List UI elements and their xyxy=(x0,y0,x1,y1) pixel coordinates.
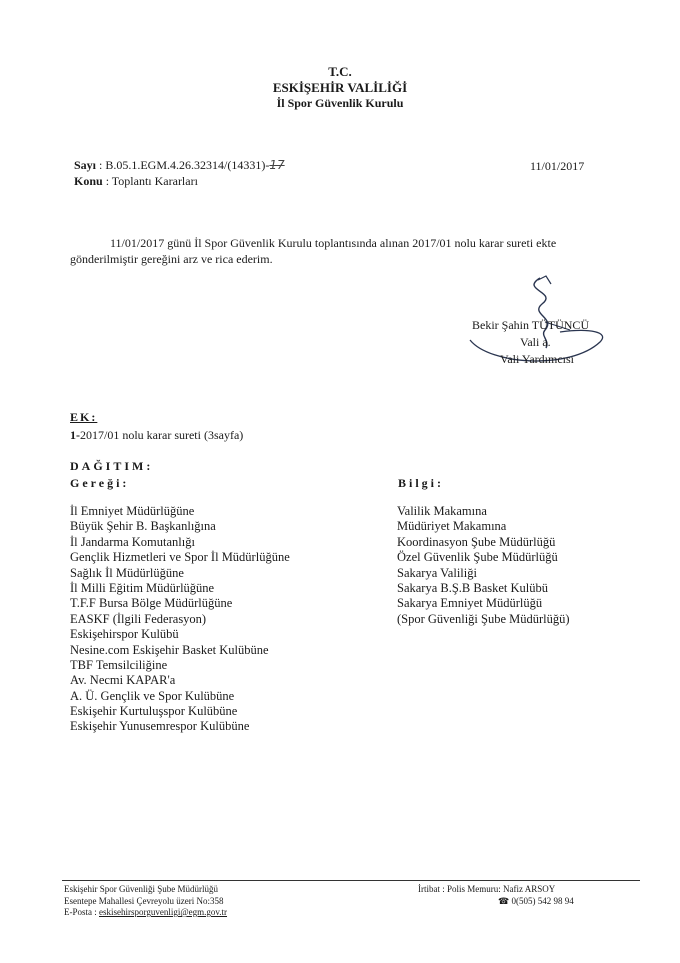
list-item: Müdüriyet Makamına xyxy=(397,519,507,534)
list-item: Gençlik Hizmetleri ve Spor İl Müdürlüğüne xyxy=(70,550,290,565)
list-item: Sakarya B.Ş.B Basket Kulübü xyxy=(397,580,549,595)
list-item: (Spor Güvenliği Şube Müdürlüğü) xyxy=(397,611,570,626)
sayi-handwritten: 17 xyxy=(269,158,285,172)
header-valilik: ESKİŞEHİR VALİLİĞİ xyxy=(272,80,408,95)
konu-value: : Toplantı Kararları xyxy=(105,174,198,188)
list-item: Nesine.com Eskişehir Basket Kulübüne xyxy=(70,642,269,657)
signatory-title-1: Vali a. xyxy=(520,335,551,349)
ek-item-number: 1- xyxy=(70,428,80,442)
list-item: T.F.F Bursa Bölge Müdürlüğüne xyxy=(70,596,233,611)
dagitim-title: DAĞITIM: xyxy=(70,459,154,473)
sayi-label: Sayı xyxy=(74,158,97,172)
document-date: 11/01/2017 xyxy=(530,159,585,173)
body-line-1: 11/01/2017 günü İl Spor Güvenlik Kurulu toplantısında alınan 2017/01 nolu karar sureti ekte xyxy=(110,236,557,250)
signatory-title-2: Vali Yardımcısı xyxy=(500,352,575,366)
footer-phone-line xyxy=(418,896,574,909)
signatory-name: Bekir Şahin TÜTÜNCÜ xyxy=(472,318,590,332)
header-kurul: İl Spor Güvenlik Kurulu xyxy=(276,96,404,110)
footer-email-label: E-Posta : xyxy=(64,907,99,917)
list-item: Sakarya Valiliği xyxy=(397,565,477,580)
list-item: Sağlık İl Müdürlüğüne xyxy=(70,565,184,580)
konu-label: Konu xyxy=(74,174,103,188)
list-item: TBF Temsilciliğine xyxy=(70,657,168,672)
bilgi-list xyxy=(397,504,570,627)
list-item: Eskişehirspor Kulübü xyxy=(70,627,179,642)
list-item: A. Ü. Gençlik ve Spor Kulübüne xyxy=(70,688,235,703)
footer-unit: Eskişehir Spor Güvenliği Şube Müdürlüğü xyxy=(64,884,218,894)
list-item: Koordinasyon Şube Müdürlüğü xyxy=(397,534,556,549)
list-item: İl Milli Eğitim Müdürlüğüne xyxy=(70,580,215,595)
footer-phone: 0(505) 542 98 94 xyxy=(511,895,574,906)
footer-email-line xyxy=(64,907,227,919)
footer-email[interactable]: eskisehirsporguvenligi@egm.gov.tr xyxy=(99,907,228,917)
list-item: EASKF (İlgili Federasyon) xyxy=(70,611,207,626)
ek-label: EK: xyxy=(70,410,98,424)
geregi-list xyxy=(70,504,290,735)
list-item: Valilik Makamına xyxy=(397,504,487,518)
footer-contact: İrtibat : Polis Memuru: Nafiz ARSOY xyxy=(418,884,556,894)
geregi-label: Gereği: xyxy=(70,476,130,490)
list-item: Eskişehir Kurtuluşspor Kulübüne xyxy=(70,704,238,719)
sayi-value: : B.05.1.EGM.4.26.32314/(14331)- xyxy=(99,158,270,172)
list-item: Av. Necmi KAPAR'a xyxy=(70,673,176,688)
footer-address: Esentepe Mahallesi Çevreyolu üzeri No:358 xyxy=(64,895,224,906)
header-tc: T.C. xyxy=(328,64,352,79)
body-line-2: gönderilmiştir gereğini arz ve rica ederim. xyxy=(70,252,273,266)
list-item: İl Emniyet Müdürlüğüne xyxy=(70,504,195,518)
footer-left xyxy=(64,884,227,919)
footer-divider xyxy=(62,880,640,881)
konu-line xyxy=(74,174,198,189)
list-item: Sakarya Emniyet Müdürlüğü xyxy=(397,596,543,611)
ek-item-text: 2017/01 nolu karar sureti (3sayfa) xyxy=(80,428,244,442)
sayi-line xyxy=(74,158,285,173)
phone-icon: ☎ xyxy=(498,896,510,907)
bilgi-label: Bilgi: xyxy=(398,476,445,490)
footer-right xyxy=(418,884,574,908)
list-item: Özel Güvenlik Şube Müdürlüğü xyxy=(397,550,558,565)
list-item: Eskişehir Yunusemrespor Kulübüne xyxy=(70,719,250,734)
ek-item xyxy=(70,428,243,443)
list-item: İl Jandarma Komutanlığı xyxy=(70,534,195,549)
list-item: Büyük Şehir B. Başkanlığına xyxy=(70,519,216,534)
